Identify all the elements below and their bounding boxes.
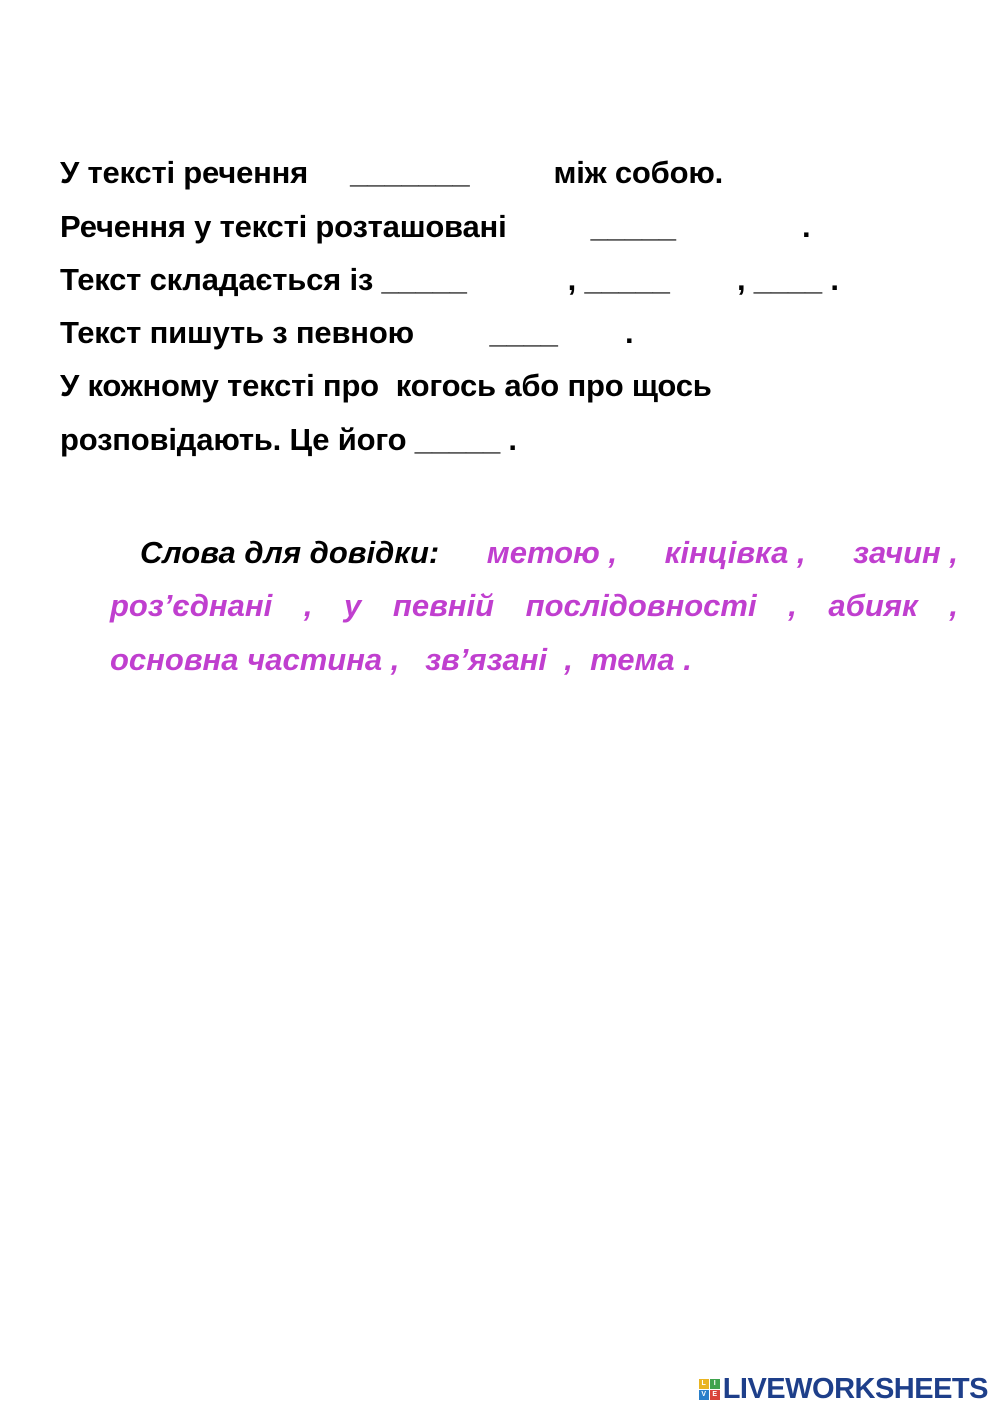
reference-line-1: [140, 537, 958, 568]
reference-word: метою ,: [486, 535, 618, 570]
reference-line-2: [110, 590, 958, 621]
logo-cell: V: [699, 1390, 709, 1400]
reference-word: абияк: [828, 588, 918, 623]
exercise-line-2: Речення у тексті розташовані _____ .: [60, 209, 811, 244]
reference-label: Слова для довідки:: [140, 535, 440, 570]
logo-cell: E: [710, 1390, 720, 1400]
exercise-line-3: Текст складається із _____ , _____ , ____ .: [60, 262, 839, 297]
exercise-line-4: Текст пишуть з певною ____ .: [60, 315, 634, 350]
exercise-line-5: У кожному тексті про когось або про щось: [60, 368, 712, 403]
liveworksheets-logo-text: LIVEWORKSHEETS: [722, 1373, 988, 1405]
reference-word: послідовності: [525, 588, 757, 623]
logo-cell: I: [710, 1379, 720, 1389]
reference-word: певній: [392, 588, 495, 623]
logo-cell: L: [699, 1379, 709, 1389]
reference-word: основна частина , зв’язані , тема .: [110, 642, 692, 677]
reference-line-3: [110, 644, 958, 675]
reference-word: ,: [949, 588, 958, 623]
reference-word: кінцівка ,: [664, 535, 806, 570]
reference-word: у: [344, 588, 362, 623]
reference-word: роз’єднані: [110, 588, 273, 623]
exercise-line-1: У тексті речення _______ між собою.: [60, 155, 724, 190]
liveworksheets-logo-icon: [699, 1379, 720, 1400]
liveworksheets-logo: [699, 1373, 988, 1406]
reference-word: ,: [303, 588, 313, 623]
reference-word: ,: [788, 588, 797, 623]
reference-word: зачин ,: [853, 535, 958, 570]
exercise-line-6: розповідають. Це його _____ .: [60, 422, 517, 457]
